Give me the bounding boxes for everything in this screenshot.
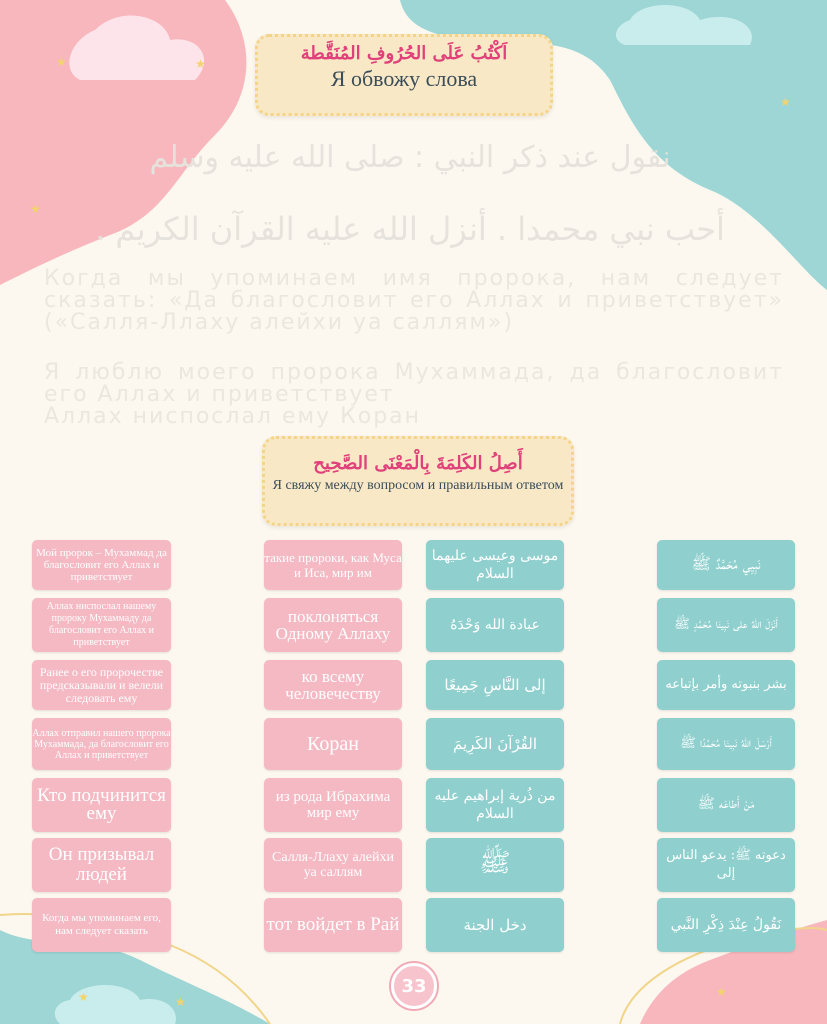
question-card-ru[interactable]: [32, 778, 171, 832]
tracing-line-2: أحب نبي محمدا . أنزل الله عليه القرآن الكريم .: [95, 210, 725, 248]
exercise-title-banner: [255, 34, 553, 116]
question-card-ru[interactable]: [32, 660, 171, 710]
card-text: دخل الجنة: [463, 916, 527, 934]
answer-card-ru[interactable]: [264, 718, 402, 770]
answer-card-ru[interactable]: [264, 838, 402, 892]
matching-title-russian: Я свяжу между вопросом и правильным ответом: [272, 478, 564, 493]
card-text: بشر بنبوته وأمر بإتباعه: [665, 677, 787, 692]
card-text: نَقُولُ عِنْدَ ذِكْرِ النَّبي: [670, 917, 782, 933]
card-text: Коран: [307, 732, 359, 755]
card-text: أَرْسَلَ اللهُ نَبِينَا مُحَمَّدًا ﷺ: [680, 736, 772, 751]
card-text: Аллах отправил нашего пророка Мухаммада, да благословит его Аллах и приветствует: [32, 727, 171, 761]
question-card-ru[interactable]: [32, 898, 171, 952]
answer-card-ar[interactable]: [426, 898, 564, 952]
question-card-ar[interactable]: [657, 660, 795, 710]
card-text: тот войдет в Рай: [266, 914, 400, 935]
answer-card-ru[interactable]: [264, 660, 402, 710]
card-text: مَنْ أَطاعَه ﷺ: [697, 796, 755, 812]
card-text: ﷺ: [479, 848, 511, 878]
matching-title-arabic: أَصِلُ الكَلِمَةَ بِالْمَعْنَى الصَّحِيح: [313, 453, 523, 474]
star-icon: ★: [716, 985, 727, 999]
tracing-ru-para-3: Аллах ниспослал ему Коран: [44, 404, 422, 429]
card-text: عبادة الله وَحْدَهُ: [450, 617, 540, 633]
card-text: Аллах ниспослал нашему пророку Мухаммаду да благословит его Аллах и приветствует: [46, 601, 157, 648]
card-text: Когда мы упоминаем его, нам следует сказать: [42, 912, 161, 937]
page-number: 33: [401, 975, 427, 997]
tracing-ru-para-2: Я люблю моего пророка Мухаммада, да благословит его Аллах и приветствует: [44, 360, 784, 407]
question-card-ar[interactable]: [657, 598, 795, 652]
matching-title-banner: [262, 436, 574, 526]
star-icon: ★: [195, 57, 206, 71]
star-icon: ★: [56, 55, 67, 69]
card-text: поклоняться Одному Аллаху: [275, 607, 391, 643]
card-text: Он призывал людей: [48, 844, 155, 885]
answer-card-ar[interactable]: [426, 718, 564, 770]
answer-card-ar[interactable]: [426, 778, 564, 832]
star-icon: ★: [78, 990, 89, 1004]
answer-card-ar[interactable]: [426, 598, 564, 652]
title-arabic: اَكْتُبُ عَلَى الحُرُوفِ المُنَقَّطة: [300, 43, 508, 64]
answer-card-ar[interactable]: [426, 660, 564, 710]
tracing-ru-para-1: Когда мы упоминаем имя пророка, нам следует сказать: «Да благословит его Аллах и приветствует» («Салля-Ллаху алейхи уа саллям»): [44, 266, 784, 335]
card-text: Мой пророк – Мухаммад да благословит его Аллах и приветствует: [36, 547, 167, 583]
question-card-ru[interactable]: [32, 718, 171, 770]
card-text: نَبِيِي مُحَمَّدٌ ﷺ: [691, 553, 761, 573]
card-text: موسى وعيسى عليهما السلام: [431, 548, 559, 582]
question-card-ar[interactable]: [657, 898, 795, 952]
answer-card-ru[interactable]: [264, 898, 402, 952]
title-russian: Я обвожу слова: [330, 66, 478, 91]
question-card-ru[interactable]: [32, 598, 171, 652]
star-icon: ★: [30, 202, 41, 216]
tracing-line-1: نقول عند ذكر النبي : صلى الله عليه وسلم: [149, 140, 671, 175]
card-text: دعوته ﷺ: يدعو الناس إلى: [666, 848, 786, 881]
card-text: أَنْزَلَ اللهُ على نَبِينَا مُحَمَّدٍ ﷺ: [674, 617, 778, 632]
star-icon: ★: [780, 95, 791, 109]
question-card-ar[interactable]: [657, 540, 795, 590]
card-text: такие пророки, как Муса и Иса, мир им: [264, 550, 402, 580]
card-text: Ранее о его пророчестве предсказывали и велели следовать ему: [39, 664, 164, 705]
answer-card-ru[interactable]: [264, 778, 402, 832]
question-card-ar[interactable]: [657, 718, 795, 770]
card-text: Салля-Ллаху алейхи уа саллям: [272, 850, 394, 880]
question-card-ru[interactable]: [32, 540, 171, 590]
card-text: из рода Ибрахима мир ему: [275, 789, 391, 821]
answer-card-ar[interactable]: [426, 838, 564, 892]
question-card-ar[interactable]: [657, 838, 795, 892]
answer-card-ru[interactable]: [264, 540, 402, 590]
page-number-badge: [391, 963, 437, 1009]
question-card-ar[interactable]: [657, 778, 795, 832]
answer-card-ru[interactable]: [264, 598, 402, 652]
card-text: من ذُرية إبراهيم عليه السلام: [434, 788, 556, 822]
answer-card-ar[interactable]: [426, 540, 564, 590]
star-icon: ★: [175, 995, 186, 1009]
question-card-ru[interactable]: [32, 838, 171, 892]
card-text: ко всему человечеству: [285, 667, 381, 703]
card-text: القُرْآنَ الكَرِيمَ: [453, 735, 538, 753]
card-text: إلى النَّاسِ جَمِيعًا: [444, 676, 546, 694]
card-text: Кто подчинится ему: [37, 785, 166, 824]
